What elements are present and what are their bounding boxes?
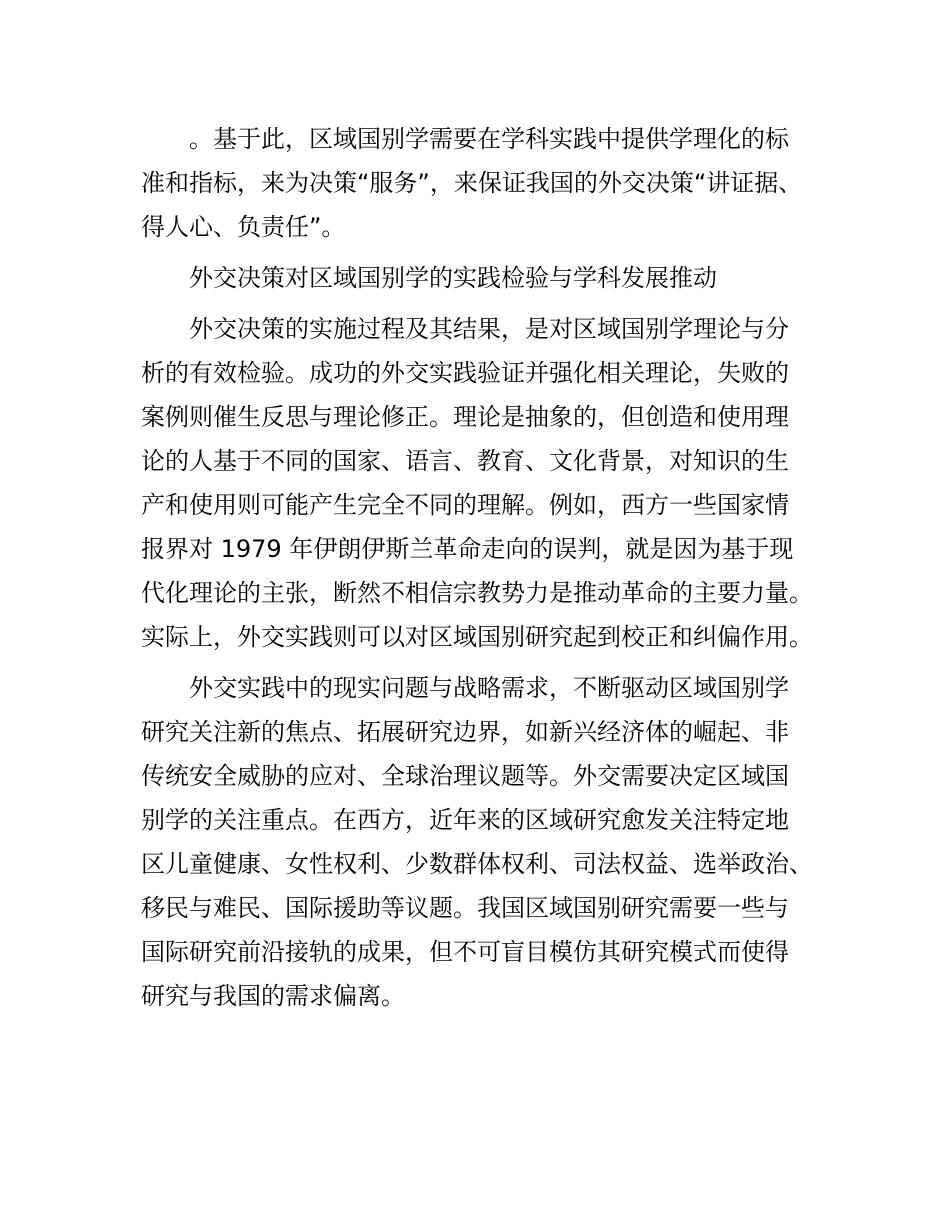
text-line: 区儿童健康、女性权利、少数群体权利、司法权益、选举政治、 — [141, 850, 813, 878]
text-line: 实际上，外交实践则可以对区域国别研究起到校正和纠偏作用。 — [141, 623, 813, 651]
text-line: 准和指标，来为决策“服务”，来保证我国的外交决策“讲证据、 — [141, 169, 803, 197]
text-line: 产和使用则可能产生完全不同的理解。例如，西方一些国家情 — [141, 491, 789, 519]
text-line: 代化理论的主张，断然不相信宗教势力是推动革命的主要力量。 — [141, 579, 813, 607]
text-line: 国际研究前沿接轨的成果，但不可盲目模仿其研究模式而使得 — [141, 938, 789, 966]
text-line: 传统安全威胁的应对、全球治理议题等。外交需要决定区域国 — [141, 762, 789, 790]
text-line: 移民与难民、国际援助等议题。我国区域国别研究需要一些与 — [141, 894, 789, 922]
section-heading: 外交决策对区域国别学的实践检验与学科发展推动 — [141, 264, 717, 292]
text-line: 论的人基于不同的国家、语言、教育、文化背景，对知识的生 — [141, 447, 789, 475]
text-line: 别学的关注重点。在西方，近年来的区域研究愈发关注特定地 — [141, 806, 789, 834]
text-line: 报界对 1979 年伊朗伊斯兰革命走向的误判，就是因为基于现 — [141, 535, 794, 563]
text-line: 。基于此，区域国别学需要在学科实践中提供学理化的标 — [141, 125, 789, 153]
text-line: 研究关注新的焦点、拓展研究边界，如新兴经济体的崛起、非 — [141, 718, 789, 746]
text-line: 析的有效检验。成功的外交实践验证并强化相关理论，失败的 — [141, 359, 789, 387]
text-line: 外交实践中的现实问题与战略需求，不断驱动区域国别学 — [141, 674, 789, 702]
text-line: 案例则催生反思与理论修正。理论是抽象的，但创造和使用理 — [141, 403, 789, 431]
text-line: 得人心、负责任”。 — [141, 213, 346, 241]
text-line: 外交决策的实施过程及其结果，是对区域国别学理论与分 — [141, 315, 789, 343]
text-line: 研究与我国的需求偏离。 — [141, 982, 405, 1010]
